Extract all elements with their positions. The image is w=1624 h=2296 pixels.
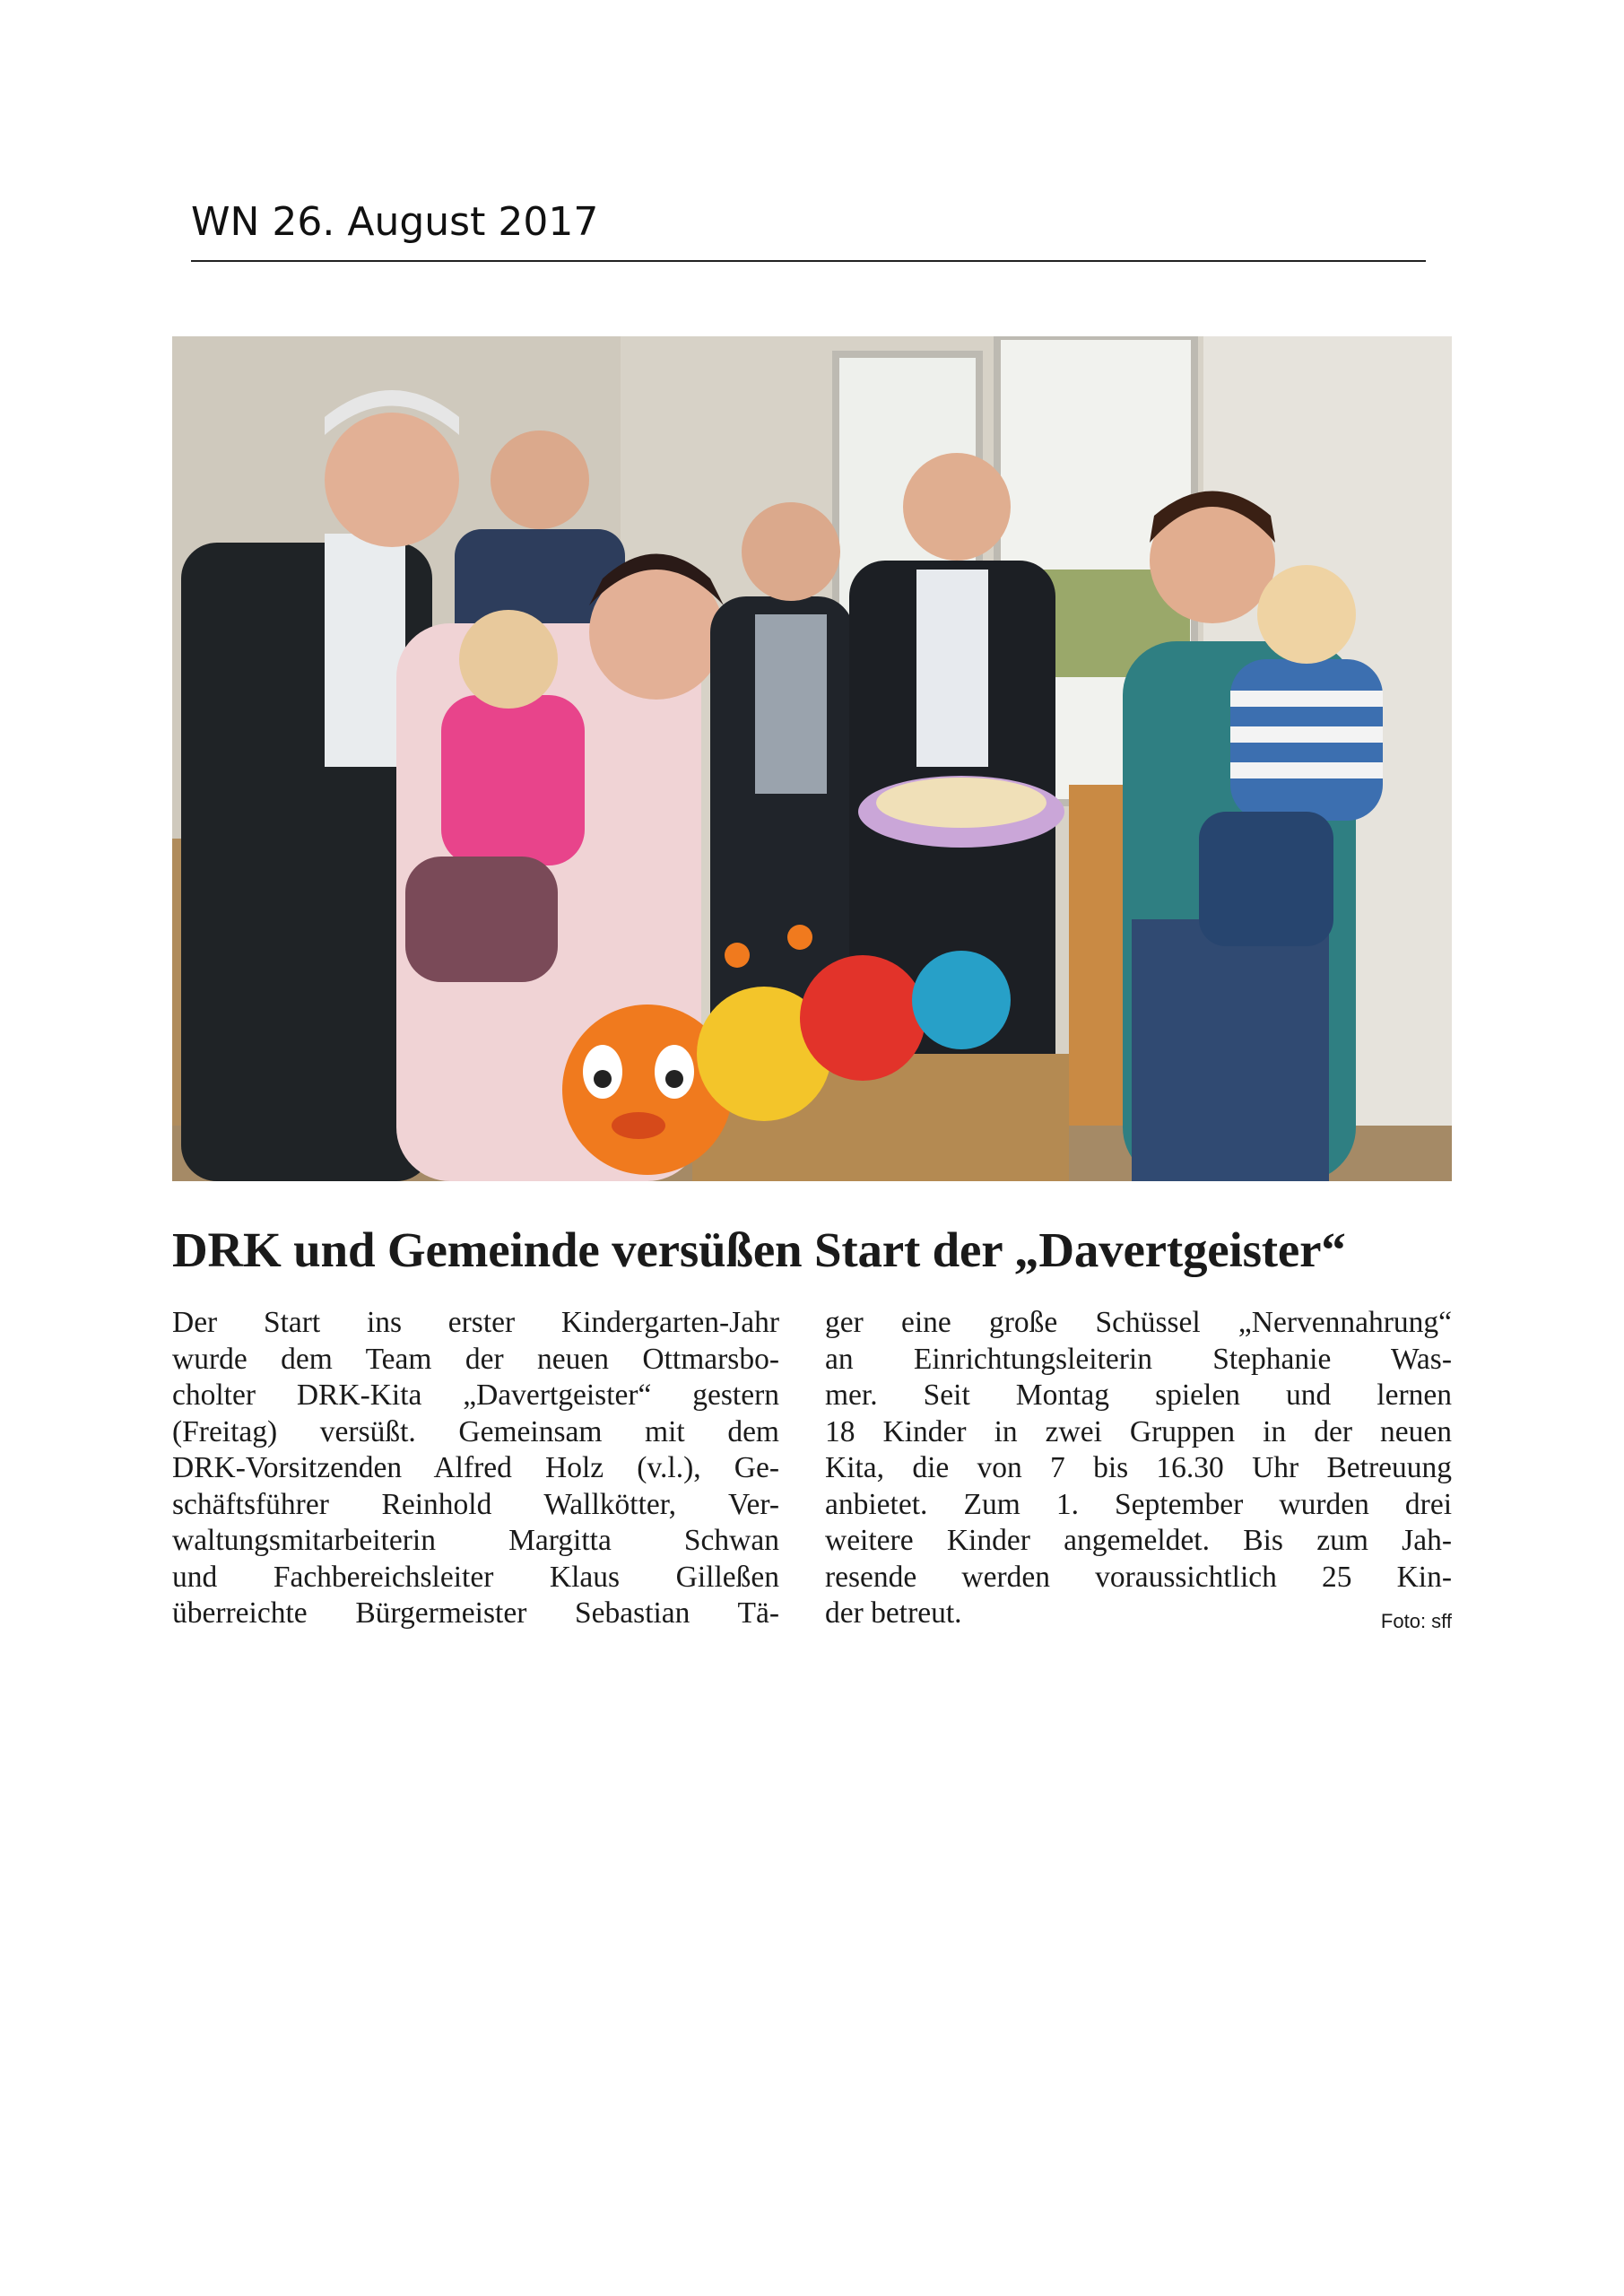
body-line: wurde dem Team der neuen Ottmarsbo- xyxy=(172,1342,779,1376)
article-column-right xyxy=(825,1305,1452,1632)
body-line: und Fachbereichsleiter Klaus Gilleßen xyxy=(172,1560,779,1594)
body-line: mer. Seit Montag spielen und lernen xyxy=(825,1378,1452,1412)
body-line: DRK-Vorsitzenden Alfred Holz (v.l.), Ge- xyxy=(172,1451,779,1484)
body-line: Kita, die von 7 bis 16.30 Uhr Betreuung xyxy=(825,1451,1452,1484)
body-line: Der Start ins erster Kindergarten-Jahr xyxy=(172,1306,779,1339)
article-photo xyxy=(172,336,1452,1181)
body-line: cholter DRK-Kita „Davertgeister“ gestern xyxy=(172,1378,779,1412)
source-date: WN 26. August 2017 xyxy=(191,199,599,245)
body-line: der betreut. xyxy=(825,1596,962,1630)
body-line: (Freitag) versüßt. Gemeinsam mit dem xyxy=(172,1414,779,1448)
body-line: resende werden voraussichtlich 25 Kin- xyxy=(825,1560,1452,1594)
body-line: schäftsführer Reinhold Wallkötter, Ver- xyxy=(172,1487,779,1521)
body-line: 18 Kinder in zwei Gruppen in der neuen xyxy=(825,1414,1452,1448)
header-rule xyxy=(191,260,1426,262)
body-line: überreichte Bürgermeister Sebastian Tä- xyxy=(172,1596,779,1630)
article-column-left xyxy=(172,1305,779,1632)
body-line: ger eine große Schüssel „Nervennahrung“ xyxy=(825,1306,1452,1339)
body-line: anbietet. Zum 1. September wurden drei xyxy=(825,1487,1452,1521)
headline: DRK und Gemeinde versüßen Start der „Davertgeister“ xyxy=(172,1222,1346,1277)
photo-credit: Foto: sff xyxy=(1380,1610,1452,1632)
body-line: waltungsmitarbeiterin Margitta Schwan xyxy=(172,1524,779,1557)
body-line: an Einrichtungsleiterin Stephanie Was- xyxy=(825,1342,1452,1376)
body-line: weitere Kinder angemeldet. Bis zum Jah- xyxy=(825,1524,1452,1557)
